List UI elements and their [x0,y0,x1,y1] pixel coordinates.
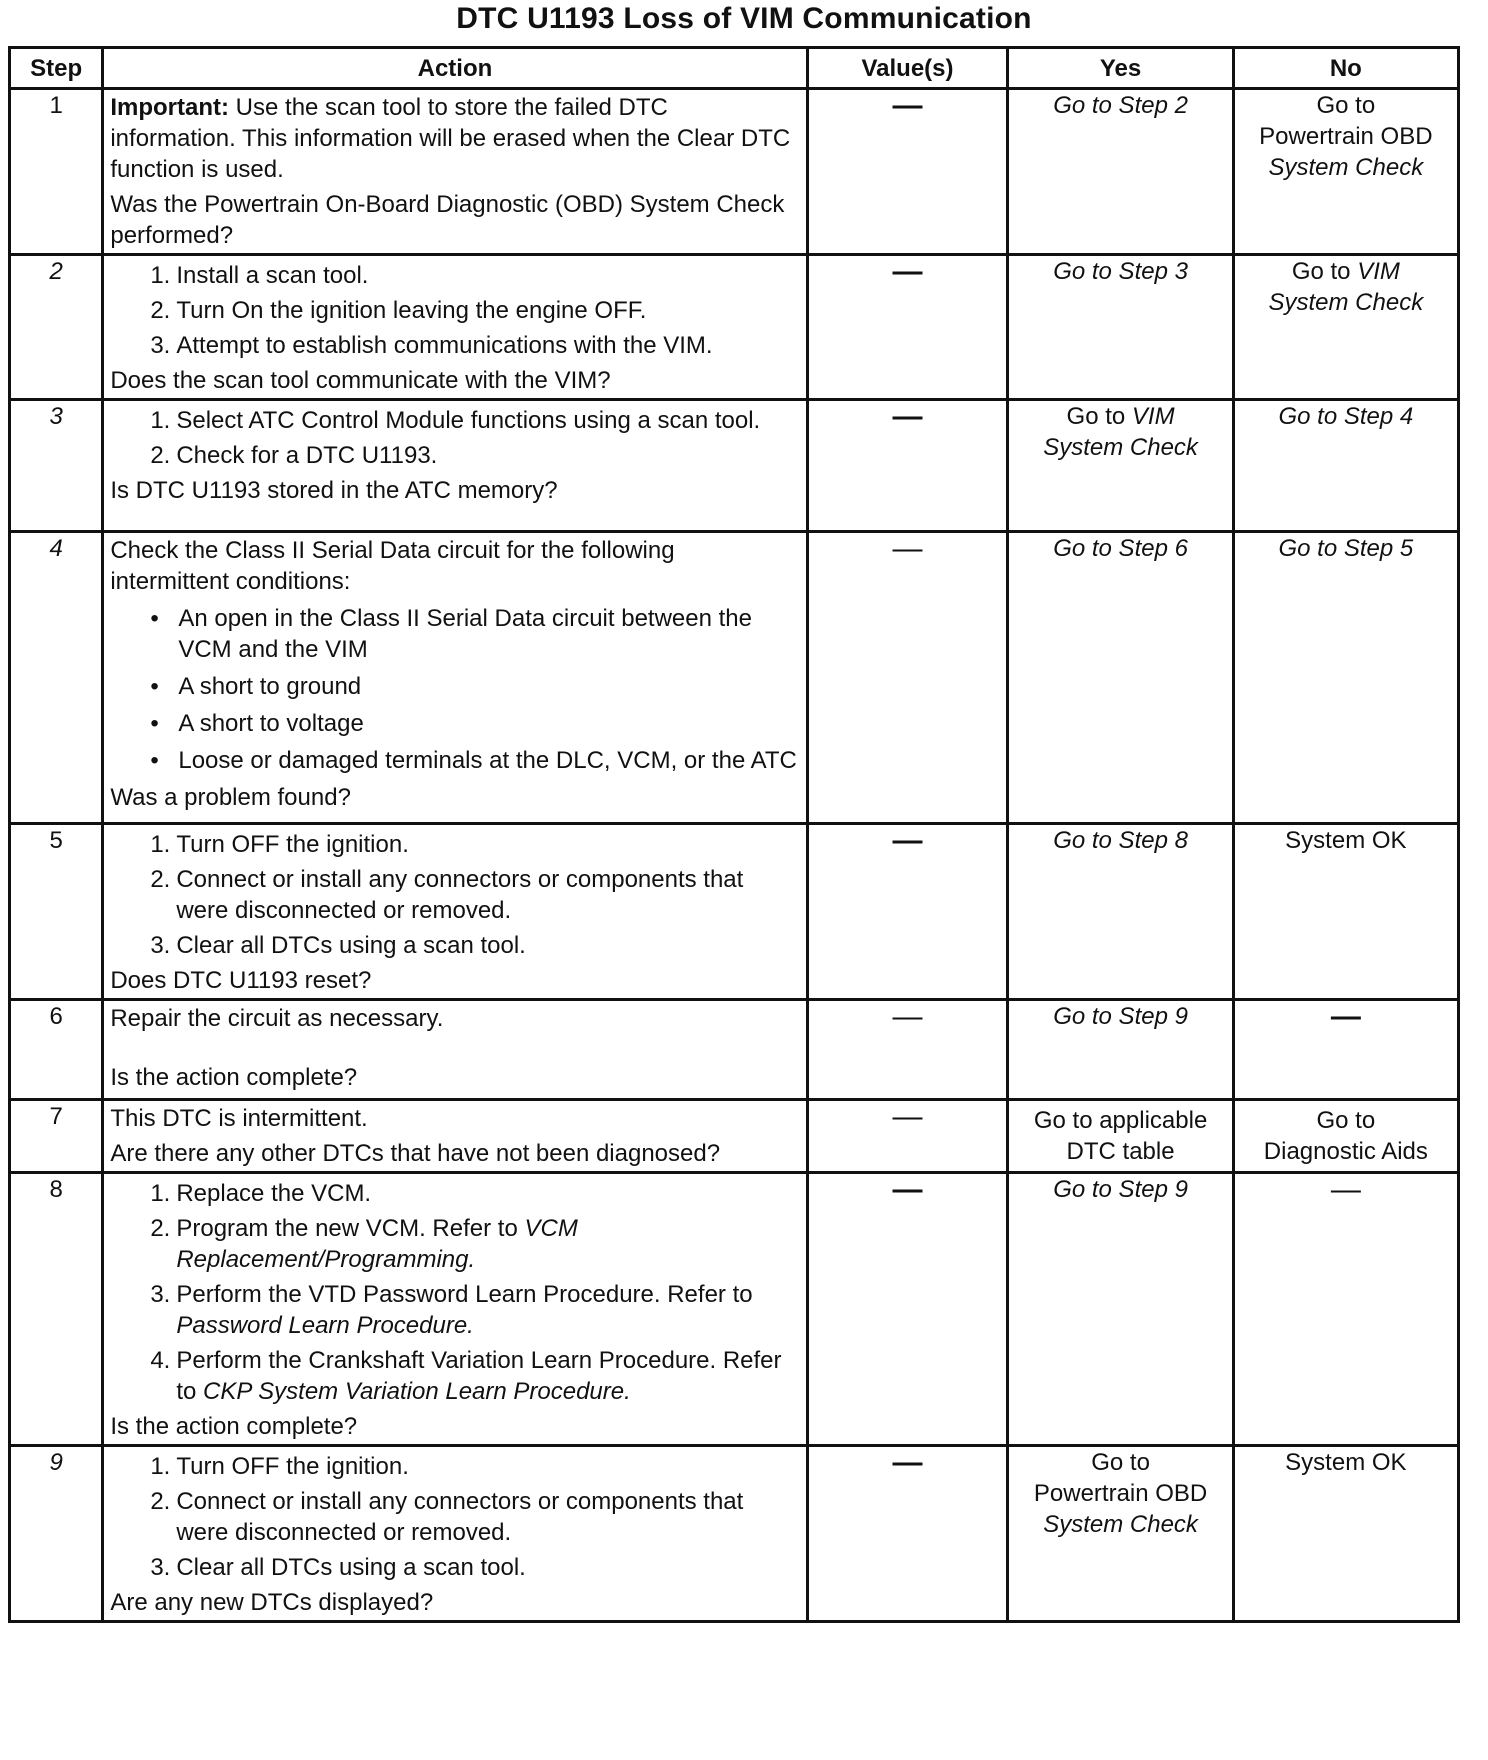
no-cell: Go to Step 5 [1233,532,1458,824]
step-number: 4 [10,532,103,824]
important-label: Important: [110,94,229,121]
no-cell: — [1233,1173,1458,1446]
no-cell [1233,1100,1458,1173]
value-cell: — [807,824,1008,1000]
action-cell [103,1000,807,1100]
question-text: Does DTC U1193 reset? [110,967,372,994]
procedure-reference: Password Learn Procedure. [176,1312,474,1339]
yes-text-line1: Go to [1091,1449,1150,1476]
step-number: 1 [10,89,103,255]
step-number: 7 [10,1100,103,1173]
yes-cell: Go to Step 2 [1008,89,1233,255]
header-step: Step [10,48,103,89]
yes-text-line3: System Check [1043,1511,1198,1538]
value-cell: — [807,255,1008,400]
table-row [10,532,1459,824]
header-row [10,48,1459,89]
yes-text-line2: Powertrain OBD [1033,1480,1208,1507]
question-text: Does the scan tool communicate with the VIM? [110,367,611,394]
action-step-item: 2. Check for a DTC U1193. [150,442,438,469]
question-text: Was the Powertrain On-Board Diagnostic (OBD) System Check performed? [110,191,785,249]
no-text-line1: Go to [1316,1107,1376,1134]
yes-cell [1008,1100,1233,1173]
step-number: 5 [10,824,103,1000]
procedure-reference: CKP System Variation Learn Procedure. [203,1378,631,1405]
intro-text: Repair the circuit as necessary. [110,1005,444,1032]
table-row [10,1000,1459,1100]
value-cell: — [807,1173,1008,1446]
value-cell: — [807,1446,1008,1622]
table-row [10,400,1459,532]
yes-text-line1: Go to applicable [1033,1107,1208,1134]
no-text-line2: System Check [1268,289,1424,316]
yes-cell [1008,400,1233,532]
step-number: 2 [10,255,103,400]
question-text: Was a problem found? [110,784,351,811]
no-cell: System OK [1233,824,1458,1000]
question-text: Is the action complete? [110,1413,358,1440]
value-cell: — [807,400,1008,532]
action-cell [103,1173,807,1446]
important-text: Use the scan tool to store the failed DTC information. This information will be erased when the Clear DTC function is used. [110,94,791,183]
step-number: 6 [10,1000,103,1100]
yes-text-line2: System Check [1043,434,1198,461]
question-text: Is DTC U1193 stored in the ATC memory? [110,477,558,504]
header-no: No [1233,48,1458,89]
question-text: Are there any other DTCs that have not been diagnosed? [110,1140,721,1167]
intro-text: Check the Class II Serial Data circuit for the following intermittent conditions: [110,537,675,595]
intro-text: This DTC is intermittent. [110,1105,368,1132]
table-row [10,1173,1459,1446]
action-step-item: 2. Connect or install any connectors or components that were disconnected or removed. [150,866,744,924]
no-cell [1233,255,1458,400]
action-cell [103,532,807,824]
action-cell [103,1446,807,1622]
table-row [10,1100,1459,1173]
no-cell [1233,89,1458,255]
yes-text-prefix: Go to [1066,403,1126,430]
action-step-item: 1. Select ATC Control Module functions using a scan tool. [150,407,761,434]
procedure-reference: VCM Replacement/Programming. [176,1215,578,1273]
yes-cell: Go to Step 8 [1008,824,1233,1000]
action-cell [103,255,807,400]
action-step-item: 1. Turn OFF the ignition. [150,831,409,858]
no-text-line2: Diagnostic Aids [1263,1138,1428,1165]
header-values: Value(s) [807,48,1008,89]
no-text-line1: Go to [1316,92,1376,119]
action-cell [103,824,807,1000]
action-step-item: 3. Perform the VTD Password Learn Procedure. Refer to Password Learn Procedure. [150,1281,753,1339]
yes-cell: Go to Step 3 [1008,255,1233,400]
table-row [10,1446,1459,1622]
yes-cell: Go to Step 9 [1008,1000,1233,1100]
diagnostic-table [8,46,1460,1623]
action-step-item: 3. Clear all DTCs using a scan tool. [150,932,526,959]
no-cell: Go to Step 4 [1233,400,1458,532]
no-text-line2: Powertrain OBD [1259,123,1433,150]
yes-cell: Go to Step 6 [1008,532,1233,824]
condition-bullet: • Loose or damaged terminals at the DLC, VCM, or the ATC [150,747,797,774]
action-step-item: 1. Install a scan tool. [150,262,369,289]
condition-bullet: • A short to ground [150,673,362,700]
step-number: 9 [10,1446,103,1622]
action-step-item: 1. Turn OFF the ignition. [150,1453,409,1480]
question-text: Is the action complete? [110,1064,358,1091]
yes-cell [1008,1446,1233,1622]
step-number: 3 [10,400,103,532]
table-row [10,824,1459,1000]
question-text: Are any new DTCs displayed? [110,1589,434,1616]
no-text-italic: VIM [1357,258,1400,285]
step-number: 8 [10,1173,103,1446]
document-title: DTC U1193 Loss of VIM Communication [456,2,1032,35]
value-cell: — [807,532,1008,824]
no-text-line3: System Check [1268,154,1424,181]
value-cell: — [807,1100,1008,1173]
yes-text-italic: VIM [1131,403,1175,430]
action-cell [103,89,807,255]
yes-text-line2: DTC table [1066,1138,1175,1165]
no-text-prefix: Go to [1291,258,1351,285]
condition-bullet: • A short to voltage [150,710,364,737]
condition-bullet: • An open in the Class II Serial Data circuit between the VCM and the VIM [150,605,752,663]
header-yes: Yes [1008,48,1233,89]
value-cell: — [807,89,1008,255]
action-step-item: 3. Attempt to establish communications with the VIM. [150,332,713,359]
table-row [10,89,1459,255]
value-cell: — [807,1000,1008,1100]
action-step-item: 2. Connect or install any connectors or components that were disconnected or removed. [150,1488,744,1546]
action-step-item: 2. Program the new VCM. Refer to VCM Replacement/Programming. [150,1215,578,1273]
action-step-item: 1. Replace the VCM. [150,1180,372,1207]
no-cell: System OK [1233,1446,1458,1622]
action-cell [103,400,807,532]
action-step-item: 2. Turn On the ignition leaving the engine OFF. [150,297,647,324]
header-action: Action [103,48,807,89]
action-cell [103,1100,807,1173]
table-row [10,255,1459,400]
yes-cell: Go to Step 9 [1008,1173,1233,1446]
action-step-item: 3. Clear all DTCs using a scan tool. [150,1554,526,1581]
action-step-item: 4. Perform the Crankshaft Variation Learn Procedure. Refer to CKP System Variation Learn Procedure. [150,1347,782,1405]
no-cell: — [1233,1000,1458,1100]
